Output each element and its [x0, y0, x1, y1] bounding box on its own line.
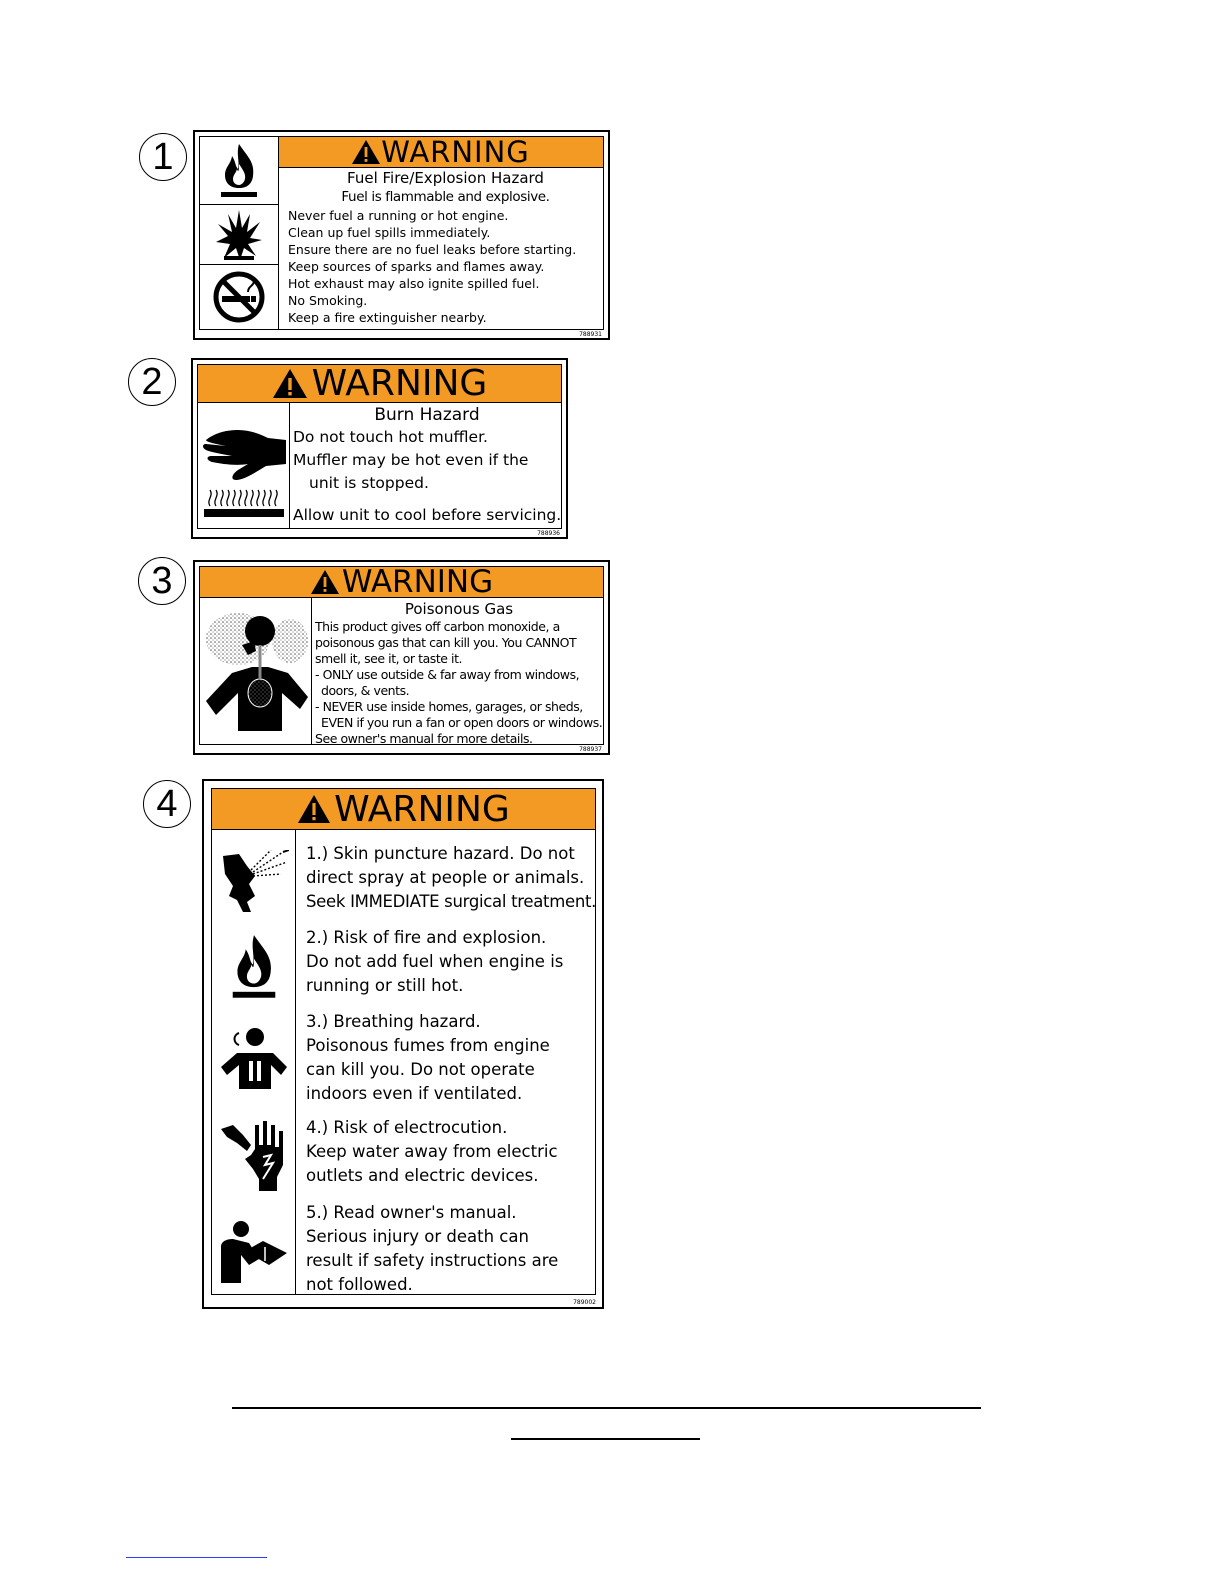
flame-icon-cell [200, 137, 278, 205]
instruction-line: Hot exhaust may also ignite spilled fuel. [288, 276, 540, 291]
instruction-line: No Smoking. [288, 293, 368, 308]
instruction-line: Never fuel a running or hot engine. [288, 208, 509, 223]
hot-surface-icon-cell [198, 402, 289, 528]
instruction-line: This product gives off carbon monoxide, a [315, 619, 560, 634]
breathing-hazard-icon [219, 1027, 289, 1091]
instruction-line: Keep a fire extinguisher nearby. [288, 310, 487, 325]
warning-banner [200, 564, 603, 600]
explosion-icon [216, 208, 262, 262]
label-number-4: 4 [143, 780, 191, 828]
label-inner-frame [199, 136, 604, 330]
electrocution-icon [219, 1121, 289, 1193]
footer-divider-line [232, 1407, 981, 1409]
label-text-column [290, 402, 561, 528]
label-part-code: 788937 [579, 746, 602, 753]
instruction-line: Serious injury or death can [306, 1227, 529, 1246]
no-smoking-icon [212, 270, 266, 324]
instruction-line: Ensure there are no fuel leaks before starting. [288, 242, 577, 257]
warning-banner [198, 365, 561, 403]
instruction-line: doors, & vents. [321, 683, 410, 698]
explosion-icon-cell [200, 205, 278, 265]
skin-puncture-icon [219, 850, 289, 916]
label-number-3: 3 [138, 557, 186, 605]
instruction-line: 1.) Skin puncture hazard. Do not [306, 844, 575, 863]
label-inner-frame [199, 566, 604, 745]
breathing-hazard-icon-cell [212, 1019, 295, 1099]
flame-icon [228, 932, 280, 1002]
flame-icon [217, 142, 261, 200]
icon-column [200, 137, 279, 329]
icon-column [212, 829, 296, 1294]
instruction-line: unit is stopped. [309, 474, 429, 492]
instruction-line: poisonous gas that can kill you. You CANNOT [315, 635, 577, 650]
warning-triangle-icon [310, 569, 340, 595]
hazard-item [306, 1201, 595, 1297]
instruction-line: can kill you. Do not operate [306, 1060, 535, 1079]
footer-link-underline [126, 1557, 267, 1558]
warning-text: WARNING [334, 788, 510, 830]
hazard-item [306, 1116, 595, 1201]
instruction-line: result if safety instructions are [306, 1251, 559, 1270]
multi-hazard-warning-label [202, 779, 604, 1309]
hazard-title: Fuel Fire/Explosion Hazard [347, 169, 544, 187]
instruction-line: Seek IMMEDIATE surgical treatment. [306, 892, 597, 911]
instruction-line: outlets and electric devices. [306, 1166, 539, 1185]
electrocution-icon-cell [212, 1111, 295, 1203]
instruction-line: Keep water away from electric [306, 1142, 558, 1161]
poisonous-gas-icon [202, 601, 310, 741]
instruction-line: Poisonous fumes from engine [306, 1036, 550, 1055]
hazard-item [306, 1010, 595, 1116]
instruction-line: See owner's manual for more details. [315, 731, 533, 746]
fuel-fire-warning-label [193, 130, 610, 340]
instruction-line: - NEVER use inside homes, garages, or sheds, [315, 699, 583, 714]
instruction-line: Do not add fuel when engine is [306, 952, 564, 971]
label-part-code: 788931 [579, 331, 602, 338]
footer-short-line [511, 1438, 700, 1440]
hazard-item [306, 842, 595, 926]
hazard-item [306, 926, 595, 1010]
label-part-code: 788936 [537, 530, 560, 537]
instruction-line: 2.) Risk of fire and explosion. [306, 928, 547, 947]
skin-puncture-icon-cell [212, 843, 295, 923]
label-text-column [279, 167, 603, 329]
label-inner-frame [197, 364, 562, 529]
icon-column [200, 597, 312, 744]
read-manual-icon-cell [212, 1205, 295, 1297]
label-text-column [312, 597, 603, 744]
warning-triangle-icon [351, 139, 381, 165]
poisonous-gas-warning-label [193, 560, 610, 755]
flame-icon-cell [212, 927, 295, 1007]
label-number-2: 2 [128, 358, 176, 406]
label-inner-frame [211, 788, 596, 1295]
instruction-line: EVEN if you run a fan or open doors or windows. [321, 715, 603, 730]
instruction-line: Allow unit to cool before servicing. [293, 506, 562, 524]
hazard-subtitle: Fuel is flammable and explosive. [341, 189, 550, 205]
instruction-line: smell it, see it, or taste it. [315, 651, 463, 666]
warning-text: WARNING [311, 363, 488, 404]
instruction-line: Muffler may be hot even if the [293, 451, 529, 469]
instruction-line: 4.) Risk of electrocution. [306, 1118, 508, 1137]
warning-banner [212, 789, 595, 830]
no-smoking-icon-cell [200, 265, 278, 329]
instruction-line: not followed. [306, 1275, 413, 1294]
hazard-title: Poisonous Gas [404, 600, 514, 618]
instruction-line: Clean up fuel spills immediately. [288, 225, 491, 240]
icon-column [198, 402, 290, 528]
poisonous-gas-icon-cell [200, 597, 311, 744]
instruction-line: Do not touch hot muffler. [293, 428, 488, 446]
burn-hazard-warning-label [191, 358, 568, 539]
label-part-code: 789002 [573, 1299, 596, 1306]
instruction-line: indoors even if ventilated. [306, 1084, 523, 1103]
label-text-column [296, 829, 595, 1294]
warning-banner [278, 137, 603, 168]
read-manual-icon [219, 1219, 289, 1283]
warning-text: WARNING [341, 564, 494, 600]
instruction-line: running or still hot. [306, 976, 464, 995]
label-number-1: 1 [139, 133, 187, 181]
instruction-line: 5.) Read owner's manual. [306, 1203, 517, 1222]
warning-triangle-icon [297, 794, 331, 824]
warning-triangle-icon [272, 368, 308, 399]
instruction-line: - ONLY use outside & far away from windows, [315, 667, 580, 682]
hazard-title: Burn Hazard [374, 405, 480, 425]
instruction-line: 3.) Breathing hazard. [306, 1012, 481, 1031]
instruction-line: direct spray at people or animals. [306, 868, 585, 887]
hot-surface-hand-icon [202, 408, 286, 522]
instruction-line: Keep sources of sparks and flames away. [288, 259, 545, 274]
warning-text: WARNING [381, 135, 530, 169]
